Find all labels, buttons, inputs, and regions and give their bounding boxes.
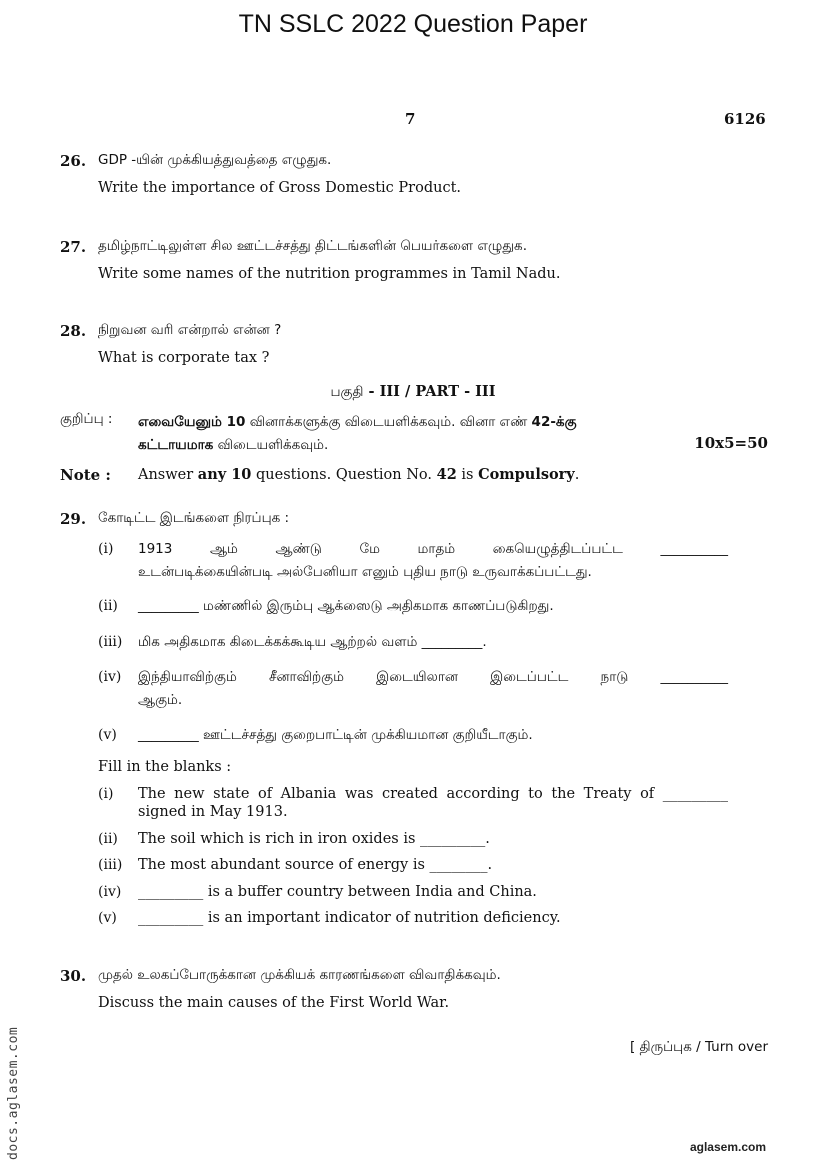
- q29-en-item-1-line1: The new state of Albania was created according to the Treaty of _________: [138, 786, 728, 802]
- q29-en-item-1-line2: signed in May 1913.: [138, 804, 288, 820]
- q29-en-item-5-roman: (v): [98, 910, 117, 926]
- paper-code: 6126: [724, 110, 766, 128]
- q29-ta-item-2-roman: (ii): [98, 598, 118, 614]
- q29-en-item-4-line1: _________ is a buffer country between India and China.: [138, 884, 537, 900]
- part-heading: [0, 381, 826, 402]
- note-tamil-answer: விடையளிக்கவும்.: [213, 437, 329, 453]
- q29-ta-item-4-line1: இந்தியாவிற்கும் சீனாவிற்கும் இடையிலான இடைப்பட்ட நாடு __________: [138, 669, 728, 685]
- turn-over-note: [630, 1036, 768, 1057]
- question-29-tamil-heading: கோடிட்ட இடங்களை நிரப்புக :: [98, 510, 290, 526]
- question-30-number: 30.: [60, 967, 87, 985]
- q29-en-item-3-roman: (iii): [98, 857, 123, 873]
- note-tamil-label: குறிப்பு :: [60, 411, 113, 427]
- q29-ta-item-1-line1: 1913 ஆம் ஆண்டு மே மாதம் கையெழுத்திடப்பட்ட __________: [138, 541, 728, 557]
- q29-ta-item-1-roman: (i): [98, 541, 114, 557]
- question-26-english: Write the importance of Gross Domestic Product.: [98, 180, 462, 196]
- q29-ta-item-4-roman: (iv): [98, 669, 122, 685]
- note-english-any10: any 10: [197, 466, 252, 483]
- q29-en-item-2-roman: (ii): [98, 831, 118, 847]
- note-english-q42: 42: [436, 466, 457, 483]
- question-26-number: 26.: [60, 152, 87, 170]
- note-english-label: Note :: [60, 466, 111, 484]
- q29-ta-item-2-line1: _________ மண்ணில் இரும்பு ஆக்ஸைடு அதிகமாக காணப்படுகிறது.: [138, 598, 554, 614]
- note-tamil-compulsory: கட்டாயமாக: [138, 437, 214, 453]
- note-english-text: [138, 466, 579, 483]
- turn-over-text: [ திருப்புக / Turn over: [629, 1039, 768, 1055]
- question-28-number: 28.: [60, 322, 87, 340]
- note-tamil-line1: [138, 411, 577, 432]
- note-english-t3: is: [456, 467, 479, 483]
- question-28-english: What is corporate tax ?: [98, 350, 270, 366]
- note-english-t2: questions. Question No.: [251, 467, 437, 483]
- note-tamil-any10: எவையேனும் 10: [138, 414, 246, 430]
- note-tamil-q42: 42-க்கு: [531, 414, 577, 430]
- note-tamil-line2: [138, 434, 328, 455]
- q29-ta-item-5-roman: (v): [98, 727, 117, 743]
- q29-en-item-3-line1: The most abundant source of energy is ________.: [138, 857, 493, 873]
- q29-ta-item-4-line2: ஆகும்.: [138, 692, 183, 708]
- q29-ta-item-5-line1: _________ ஊட்டச்சத்து குறைபாட்டின் முக்கியமான குறியீடாகும்.: [138, 727, 533, 743]
- q29-ta-item-3-roman: (iii): [98, 634, 123, 650]
- part-heading-english: - III / PART - III: [363, 383, 496, 400]
- question-30-tamil: முதல் உலகப்போருக்கான முக்கியக் காரணங்களை விவாதிக்கவும்.: [98, 967, 501, 983]
- note-english-compulsory: Compulsory: [478, 466, 575, 483]
- side-watermark: docs.aglasem.com: [6, 1026, 21, 1160]
- part-heading-tamil: பகுதி: [330, 384, 364, 400]
- note-english-t1: Answer: [138, 467, 198, 483]
- question-26-tamil: GDP -யின் முக்கியத்துவத்தை எழுதுக.: [98, 152, 332, 168]
- marks-scheme: 10x5=50: [694, 434, 768, 452]
- q29-en-item-1-roman: (i): [98, 786, 114, 802]
- question-30-english: Discuss the main causes of the First World War.: [98, 995, 450, 1011]
- question-29-english-heading: Fill in the blanks :: [98, 759, 232, 775]
- note-english-t4: .: [574, 467, 580, 483]
- question-27-number: 27.: [60, 238, 87, 256]
- q29-ta-item-3-line1: மிக அதிகமாக கிடைக்கக்கூடிய ஆற்றல் வளம் _________.: [138, 634, 487, 650]
- question-29-number: 29.: [60, 510, 87, 528]
- q29-en-item-5-line1: _________ is an important indicator of nutrition deficiency.: [138, 910, 561, 926]
- question-27-english: Write some names of the nutrition programmes in Tamil Nadu.: [98, 266, 561, 282]
- question-27-tamil: தமிழ்நாட்டிலுள்ள சில ஊட்டச்சத்து திட்டங்களின் பெயர்களை எழுதுக.: [98, 238, 527, 254]
- page-header-title: TN SSLC 2022 Question Paper: [238, 10, 588, 38]
- q29-en-item-2-line1: The soil which is rich in iron oxides is _________.: [138, 831, 490, 847]
- note-tamil-instruction: வினாக்களுக்கு விடையளிக்கவும். வினா எண்: [245, 414, 532, 430]
- q29-ta-item-1-line2: உடன்படிக்கையின்படி அல்பேனியா எனும் புதிய நாடு உருவாக்கப்பட்டது.: [138, 564, 592, 580]
- question-28-tamil: நிறுவன வரி என்றால் என்ன ?: [98, 322, 282, 338]
- footer-brand: aglasem.com: [689, 1140, 766, 1154]
- q29-en-item-4-roman: (iv): [98, 884, 122, 900]
- page-number: 7: [405, 110, 416, 128]
